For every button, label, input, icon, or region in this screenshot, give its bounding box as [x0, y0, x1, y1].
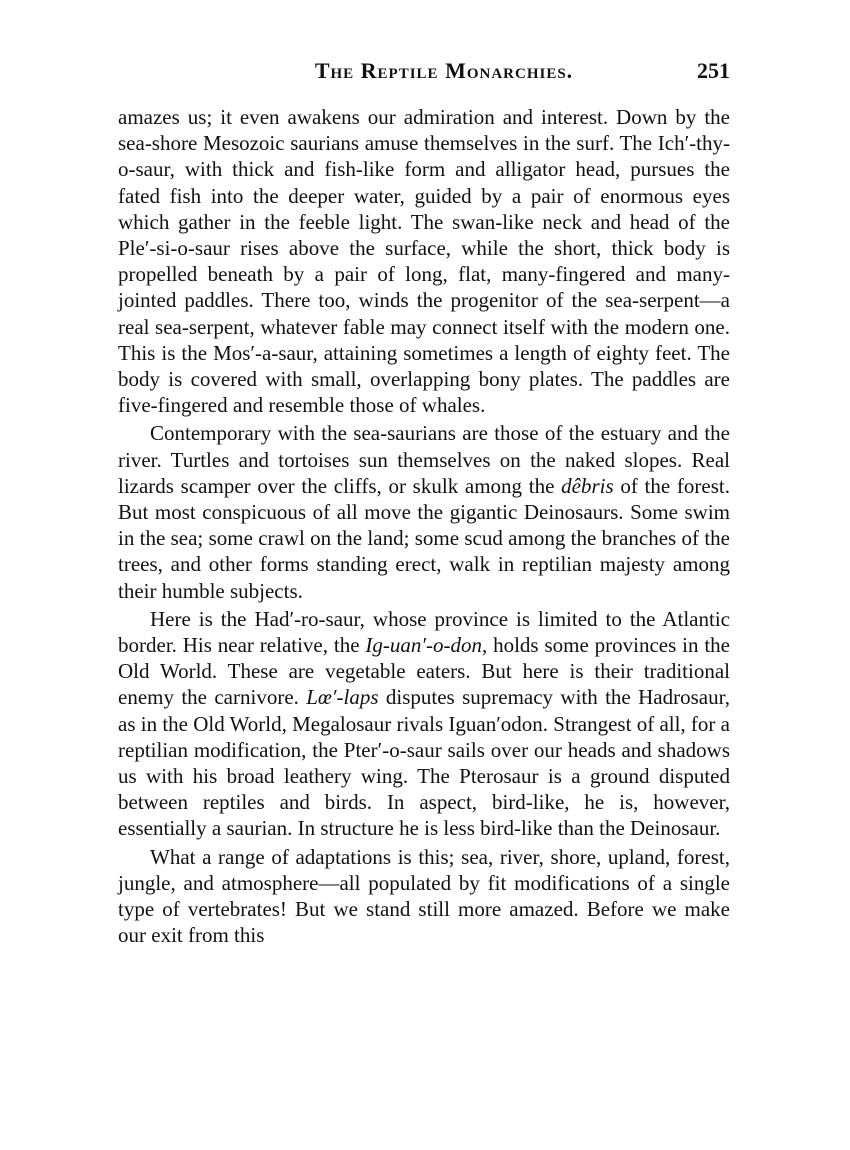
paragraph-3-text-c: disputes supremacy with the Hadrosaur, as in the Old World, Megalosaur rivals Iguan′odon. Strangest of all, for a reptilian modification, the Pter′-o-saur sails over our heads and shadows us with his broad leathery wing. The Pterosaur is a ground disputed between reptiles and birds. In aspect, bird-like, he is, however, essentially a saurian. In structure he is less bird-like than the Deinosaur. [118, 685, 730, 841]
body-text [118, 104, 730, 949]
paragraph-3-text-a: Here is the Had′-ro-saur, whose province is limited to the Atlantic border. His near relative, the [118, 606, 730, 658]
running-head [118, 58, 730, 92]
paragraph-4 [118, 844, 730, 949]
book-page [118, 58, 730, 949]
paragraph-1 [118, 104, 730, 418]
paragraph-4-text: What a range of adaptations is this; sea, river, shore, upland, forest, jungle, and atmosphere—all populated by fit modifications of a single type of vertebrates! But we stand still more amazed. Before we make our exit from this [118, 844, 730, 948]
paragraph-2-text-b: of the forest. But most conspicuous of all move the gigantic Deinosaurs. Some swim in the sea; some crawl on the land; some scud among the branches of the trees, and other forms standing erect, walk in reptilian majesty among their humble subjects. [118, 473, 730, 603]
paragraph-3-text-b: holds some provinces in the Old World. These are vegetable eaters. But here is their traditional enemy the carnivore. [118, 633, 730, 710]
page-number: 251 [697, 58, 730, 83]
running-title: The Reptile Monarchies. [314, 58, 574, 83]
italic-term-laelaps: Lœ′-laps [306, 685, 379, 710]
paragraph-1-text: amazes us; it even awakens our admiration and interest. Down by the sea-shore Mesozoic saurians amuse themselves in the surf. The Ich′-thy-o-saur, with thick and fish-like form and alligator head, pursues the fated fish into the deeper water, guided by a pair of enormous eyes which gather in the feeble light. The swan-like neck and head of the Ple′-si-o-saur rises above the surface, while the short, thick body is propelled beneath by a pair of long, flat, many-fingered and many-jointed paddles. There too, winds the progenitor of the sea-serpent—a real sea-serpent, whatever fable may connect itself with the modern one. This is the Mos′-a-saur, attaining sometimes a length of eighty feet. The body is covered with small, overlapping bony plates. The paddles are five-fingered and resemble those of whales. [118, 105, 730, 418]
italic-term-iguanodon: Ig-uan′-o-don, [365, 633, 488, 658]
italic-term-debris: dêbris [561, 473, 614, 498]
paragraph-3 [118, 606, 730, 842]
paragraph-2 [118, 420, 730, 603]
paragraph-2-text-a: Contemporary with the sea-saurians are those of the estuary and the river. Turtles and tortoises sun themselves on the naked slopes. Real lizards scamper over the cliffs, or skulk among the [118, 421, 730, 498]
